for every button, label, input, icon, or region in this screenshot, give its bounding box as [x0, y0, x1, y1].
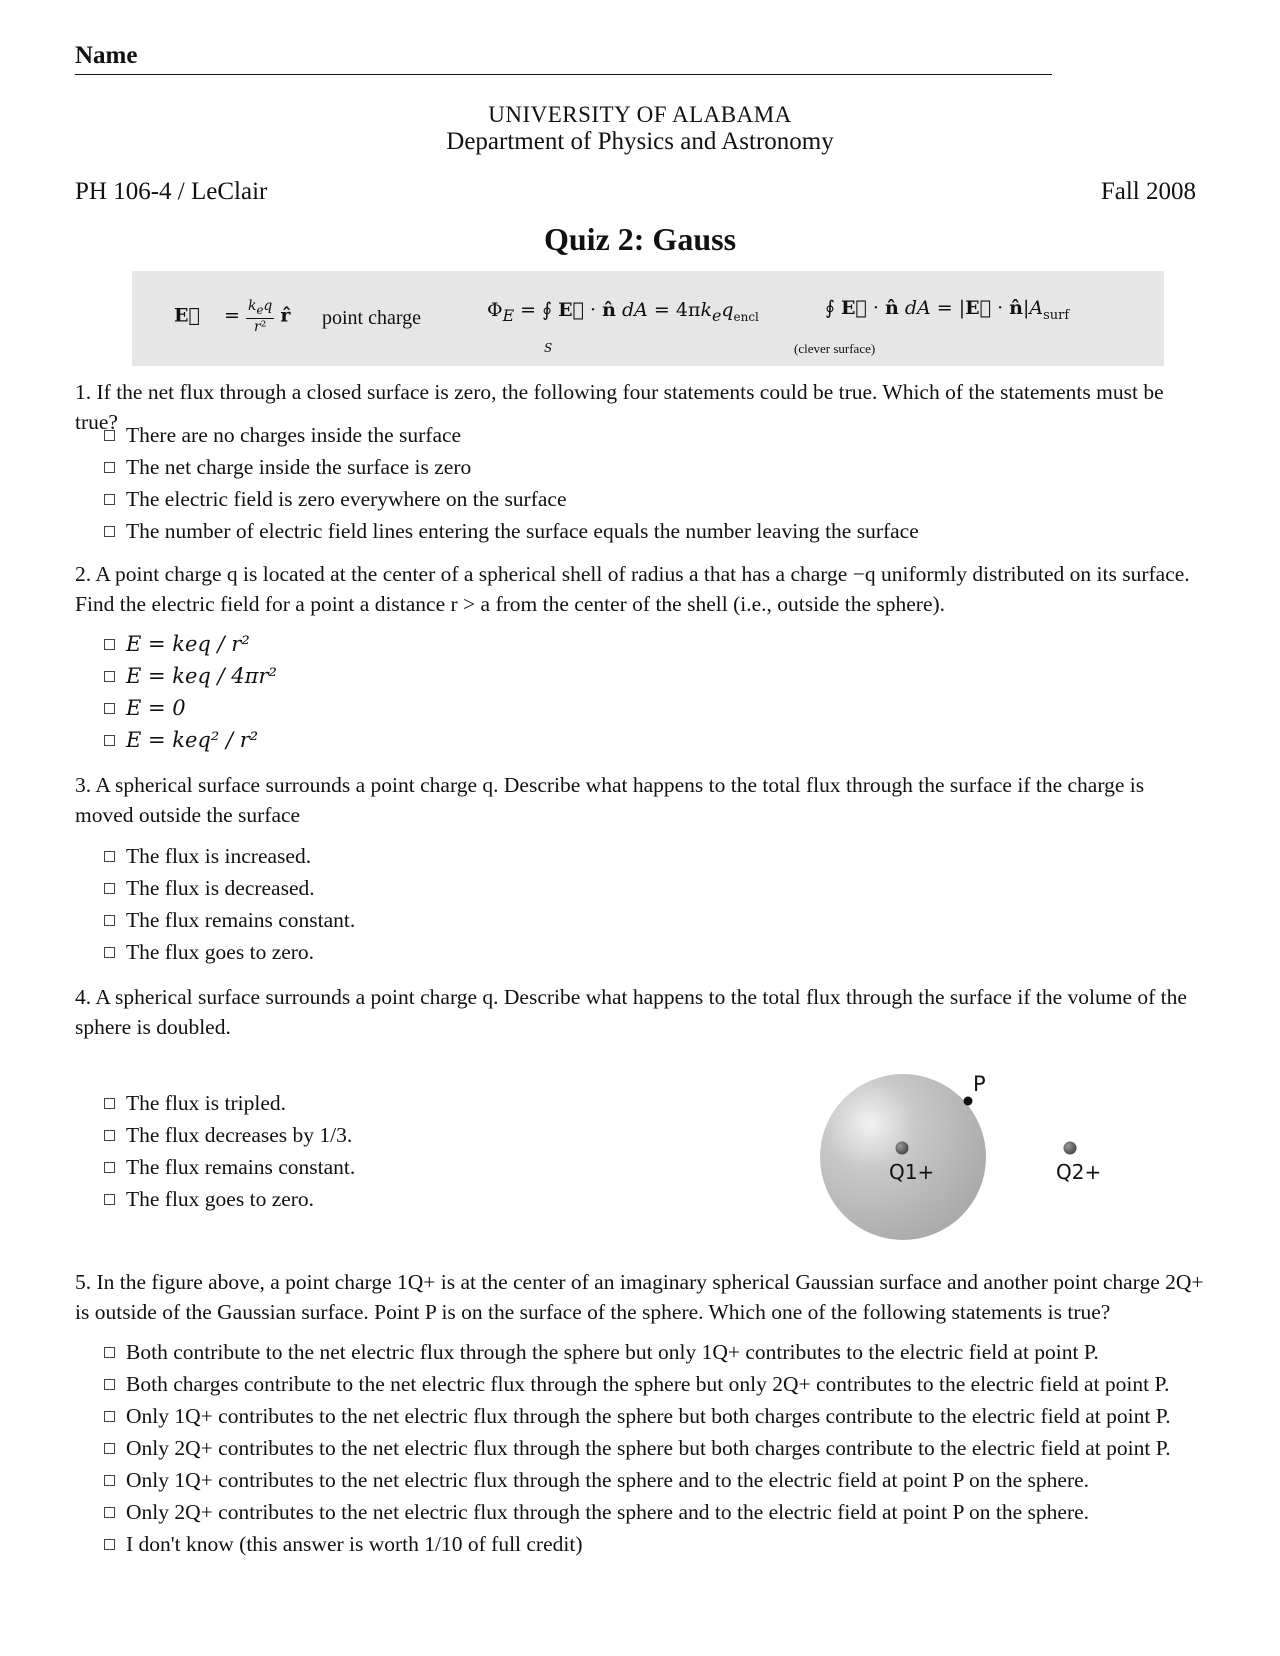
checkbox[interactable]	[104, 947, 115, 958]
question-text: In the figure above, a point charge 1Q+ is at the center of an imaginary spherical Gaussian surface and another point charge 2Q+ is outside of the Gaussian surface. Point P is on the surface of the sphere. Which one of the following statements is true?	[75, 1270, 1204, 1324]
option[interactable]	[104, 692, 277, 724]
question-number: 2.	[75, 562, 92, 586]
page-title: Quiz 2: Gauss	[543, 221, 737, 257]
charge-q2-label: Q2+	[1056, 1160, 1102, 1184]
option-label: Only 2Q+ contributes to the net electric flux through the sphere and to the electric field at point P on the sphere.	[126, 1500, 1090, 1524]
question-number: 5.	[75, 1270, 92, 1294]
checkbox[interactable]	[104, 494, 115, 505]
option-label: The flux is tripled.	[126, 1091, 287, 1115]
option-label: E = 0	[126, 696, 186, 720]
option-label: Both contribute to the net electric flux through the sphere but only 1Q+ contributes to the electric field at point P.	[126, 1340, 1099, 1364]
option-label: The flux decreases by 1/3.	[126, 1123, 353, 1147]
charge-q2-marker	[1064, 1142, 1077, 1155]
checkbox[interactable]	[104, 1475, 115, 1486]
checkbox[interactable]	[104, 851, 115, 862]
question-2	[75, 559, 1205, 619]
gaussian-sphere	[820, 1074, 986, 1240]
point-p-label: P	[973, 1072, 986, 1096]
options-5	[104, 1336, 1171, 1560]
checkbox[interactable]	[104, 735, 115, 746]
option[interactable]	[104, 872, 355, 904]
option[interactable]	[104, 1087, 355, 1119]
checkbox[interactable]	[104, 1539, 115, 1550]
option-label: E = keq / 4πr²	[126, 664, 277, 688]
options-3	[104, 840, 355, 968]
option-label: The flux goes to zero.	[126, 940, 315, 964]
checkbox[interactable]	[104, 1347, 115, 1358]
option[interactable]	[104, 1183, 355, 1215]
option-label: The flux goes to zero.	[126, 1187, 315, 1211]
option[interactable]	[104, 1400, 1171, 1432]
department: Department of Physics and Astronomy	[446, 128, 834, 155]
option-label: There are no charges inside the surface	[126, 423, 462, 447]
term: Fall 2008	[1100, 178, 1196, 205]
option-label: The net charge inside the surface is zero	[126, 455, 472, 479]
checkbox[interactable]	[104, 1443, 115, 1454]
option[interactable]	[104, 628, 277, 660]
option-label: The electric field is zero everywhere on the surface	[126, 487, 567, 511]
option-label: Only 2Q+ contributes to the net electric flux through the sphere but both charges contribute to the electric field at point P.	[126, 1436, 1171, 1460]
option-label: E = keq / r²	[126, 632, 250, 656]
option[interactable]	[104, 904, 355, 936]
option-label: I don't know (this answer is worth 1/10 of full credit)	[126, 1532, 583, 1556]
option[interactable]	[104, 1464, 1171, 1496]
checkbox[interactable]	[104, 1411, 115, 1422]
checkbox[interactable]	[104, 462, 115, 473]
checkbox[interactable]	[104, 1194, 115, 1205]
option-label: E = keq² / r²	[126, 728, 259, 752]
question-text: A point charge q is located at the center of a spherical shell of radius a that has a charge −q uniformly distributed on its surface. Find the electric field for a point a distance r > a from the center of the shell (i.e., outside the sphere).	[75, 562, 1190, 616]
formula-gauss-law: $\Phi_E$ = ∮ E⃗ · n̂ dA = $4\pi k_eq_{encl}$	[487, 299, 759, 325]
formula-clever-note: (clever surface)	[794, 341, 876, 356]
option[interactable]	[104, 515, 919, 547]
question-number: 3.	[75, 773, 92, 797]
checkbox[interactable]	[104, 1379, 115, 1390]
options-2	[104, 628, 277, 756]
university: UNIVERSITY OF ALABAMA	[488, 102, 792, 127]
gauss-figure	[810, 1062, 1110, 1242]
checkbox[interactable]	[104, 883, 115, 894]
options-1	[104, 419, 919, 547]
course: PH 106-4 / LeClair	[75, 178, 268, 205]
option[interactable]	[104, 1368, 1171, 1400]
option[interactable]	[104, 483, 919, 515]
formula-box	[132, 271, 1164, 366]
question-number: 1.	[75, 380, 92, 404]
option-label: Only 1Q+ contributes to the net electric flux through the sphere but both charges contribute to the electric field at point P.	[126, 1404, 1171, 1428]
checkbox[interactable]	[104, 1098, 115, 1109]
checkbox[interactable]	[104, 1507, 115, 1518]
charge-q1-label: Q1+	[889, 1160, 935, 1184]
option-label: The flux remains constant.	[126, 1155, 356, 1179]
formula-point-charge: E⃗ = $\frac{k_eq}{\text{r²}}$ r̂	[174, 298, 291, 335]
option[interactable]	[104, 1496, 1171, 1528]
formula-surface-s: S	[544, 341, 553, 355]
option-label: Only 1Q+ contributes to the net electric flux through the sphere and to the electric field at point P on the sphere.	[126, 1468, 1090, 1492]
option[interactable]	[104, 1528, 1171, 1560]
question-3	[75, 770, 1205, 830]
option-label: The flux is increased.	[126, 844, 312, 868]
name-label: Name	[75, 42, 138, 69]
options-4	[104, 1087, 355, 1215]
question-5	[75, 1267, 1205, 1327]
option[interactable]	[104, 1151, 355, 1183]
option[interactable]	[104, 1119, 355, 1151]
option[interactable]	[104, 1432, 1171, 1464]
checkbox[interactable]	[104, 671, 115, 682]
question-text: A spherical surface surrounds a point charge q. Describe what happens to the total flux through the surface if the charge is moved outside the surface	[75, 773, 1145, 827]
option-label: The number of electric field lines entering the surface equals the number leaving the surface	[126, 519, 919, 543]
option-label: The flux is decreased.	[126, 876, 315, 900]
option[interactable]	[104, 419, 919, 451]
charge-q1-marker	[896, 1142, 909, 1155]
gauss-figure-svg	[810, 1062, 1110, 1242]
option[interactable]	[104, 660, 277, 692]
option[interactable]	[104, 451, 919, 483]
checkbox[interactable]	[104, 430, 115, 441]
checkbox[interactable]	[104, 1162, 115, 1173]
option[interactable]	[104, 936, 355, 968]
question-4	[75, 982, 1205, 1042]
checkbox[interactable]	[104, 526, 115, 537]
option-label: Both charges contribute to the net electric flux through the sphere but only 2Q+ contributes to the electric field at point P.	[126, 1372, 1170, 1396]
question-number: 4.	[75, 985, 92, 1009]
question-text: A spherical surface surrounds a point charge q. Describe what happens to the total flux through the surface if the volume of the sphere is doubled.	[75, 985, 1187, 1039]
option[interactable]	[104, 840, 355, 872]
checkbox[interactable]	[104, 1130, 115, 1141]
question-text: If the net flux through a closed surface is zero, the following four statements could be true. Which of the statements must be true?	[75, 380, 1164, 434]
formula-point-charge-label: point charge	[322, 307, 422, 329]
point-p-marker	[964, 1097, 973, 1106]
checkbox[interactable]	[104, 703, 115, 714]
option[interactable]	[104, 1336, 1171, 1368]
option[interactable]	[104, 724, 277, 756]
checkbox[interactable]	[104, 639, 115, 650]
checkbox[interactable]	[104, 915, 115, 926]
formula-clever-surface: ∮ E⃗ · n̂ dA = |E⃗ · $n̂|A_{surf}$	[825, 297, 1070, 323]
option-label: The flux remains constant.	[126, 908, 356, 932]
name-line[interactable]	[75, 74, 1052, 75]
